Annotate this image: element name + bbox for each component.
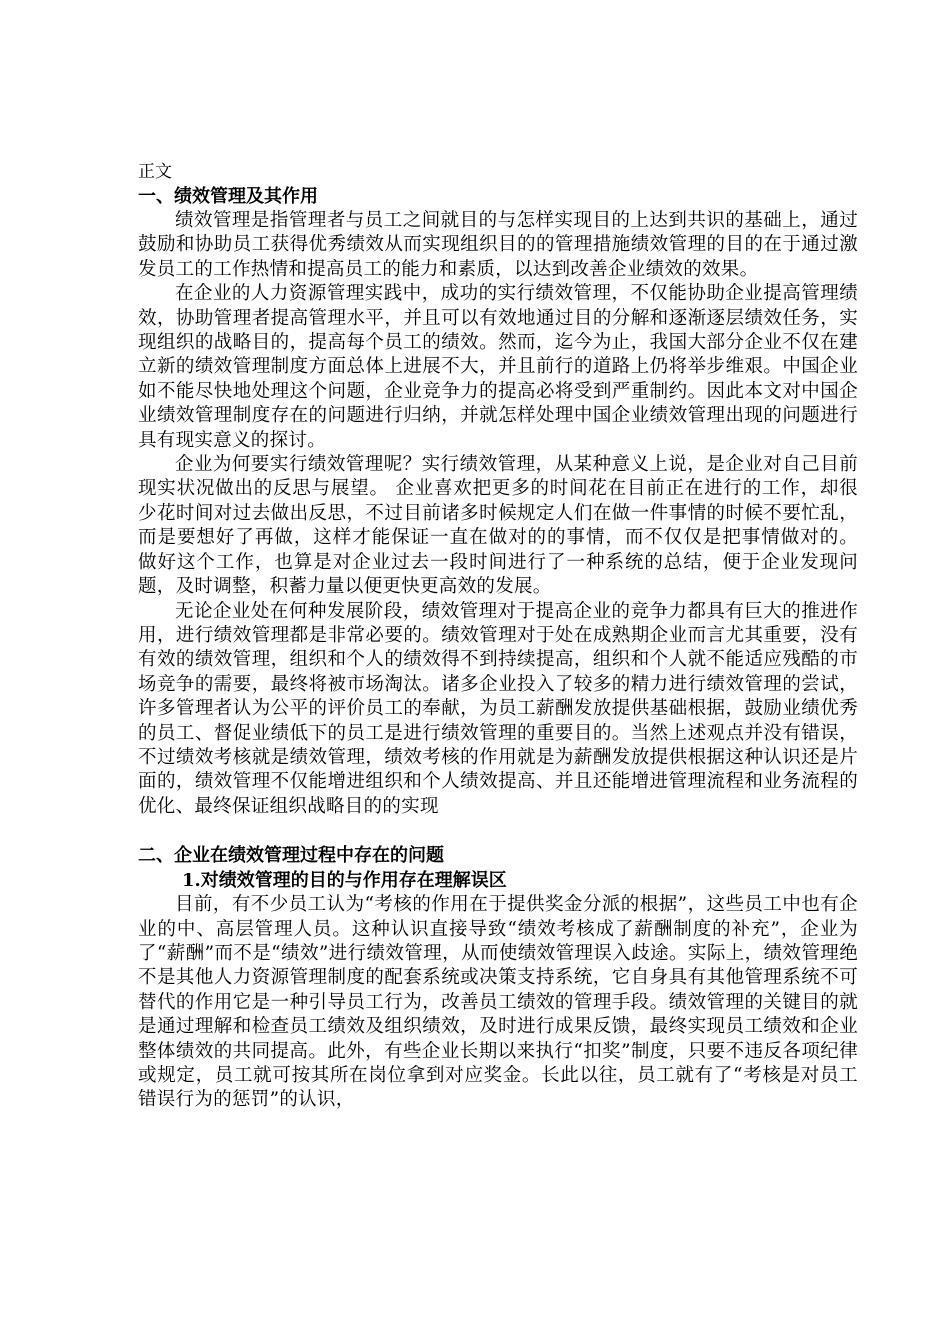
- section-1-paragraph-2: 在企业的人力资源管理实践中，成功的实行绩效管理，不仅能协助企业提高管理绩效，协助管理者提高管理水平，并且可以有效地通过目的分解和逐渐逐层绩效任务，实现组织的战略目的，提高每个员工的绩效。然而，迄今为止，我国大部分企业不仅在建立新的绩效管理制度方面总体上进展不大，并且前行的道路上仍将举步维艰。中国企业如不能尽快地处理这个问题，企业竞争力的提高必将受到严重制约。因此本文对中国企业绩效管理制度存在的问题进行归纳，并就怎样处理中国企业绩效管理出现的问题进行具有现实意义的探讨。: [138, 283, 858, 451]
- body-label: 正文: [138, 162, 172, 182]
- section-2-heading: 二、企业在绩效管理过程中存在的问题: [138, 845, 444, 867]
- section-1-paragraph-3: 企业为何要实行绩效管理呢？实行绩效管理，从某种意义上说，是企业对自己目前现实状况做出的反思与展望。 企业喜欢把更多的时间花在目前正在进行的工作，却很少花时间对过去做出反思，不过目前诸多时候规定人们在做一件事情的时候不要忙乱，而是要想好了再做，这样才能保证一直在做对的的事情，而不仅仅是把事情做对的。 做好这个工作，也算是对企业过去一段时间进行了一种系统的总结，便于企业发现问题，及时调整，积蓄力量以便更快更高效的发展。: [138, 454, 858, 598]
- section-2-paragraph-1: 目前，有不少员工认为“考核的作用在于提供奖金分派的根据”，这些员工中也有企业的中、高层管理人员。这种认识直接导致“绩效考核成了薪酬制度的补充”，企业为了“薪酬”而不是“绩效”进行绩效管理，从而使绩效管理误入歧途。实际上，绩效管理绝不是其他人力资源管理制度的配套系统或决策支持系统，它自身具有其他管理系统不可替代的作用它是一种引导员工行为，改善员工绩效的管理手段。绩效管理的关键目的就是通过理解和检查员工绩效及组织绩效，及时进行成果反馈，最终实现员工绩效和企业整体绩效的共同提高。此外，有些企业长期以来执行“扣奖”制度，只要不违反各项纪律或规定，员工就可按其所在岗位拿到对应奖金。长此以往，员工就有了“考核是对员工错误行为的惩罚”的认识，: [138, 894, 858, 1111]
- section-1-heading: 一、绩效管理及其作用: [138, 186, 318, 207]
- document-page: [138, 160, 858, 1113]
- section-spacer: [138, 819, 858, 843]
- section-1-paragraph-4: 无论企业处在何种发展阶段，绩效管理对于提高企业的竞争力都具有巨大的推进作用，进行绩效管理都是非常必要的。绩效管理对于处在成熟期企业而言尤其重要，没有有效的绩效管理，组织和个人的绩效得不到持续提高，组织和个人就不能适应残酷的市场竞争的需要，最终将被市场淘汰。诸多企业投入了较多的精力进行绩效管理的尝试，许多管理者认为公平的评价员工的奉献，为员工薪酬发放提供基础根据，鼓励业绩优秀的员工、督促业绩低下的员工是进行绩效管理的重要目的。当然上述观点并没有错误，不过绩效考核就是绩效管理，绩效考核的作用就是为薪酬发放提供根据这种认识还是片面的，绩效管理不仅能增进组织和个人绩效提高、并且还能增进管理流程和业务流程的优化、最终保证组织战略目的的实现: [138, 600, 858, 817]
- section-2-subheading: 1.对绩效管理的目的与作用存在理解误区: [182, 870, 507, 892]
- section-1-paragraph-1: 绩效管理是指管理者与员工之间就目的与怎样实现目的上达到共识的基础上，通过鼓励和协助员工获得优秀绩效从而实现组织目的的管理措施绩效管理的目的在于通过激发员工的工作热情和提高员工的能力和素质，以达到改善企业绩效的效果。: [138, 210, 858, 280]
